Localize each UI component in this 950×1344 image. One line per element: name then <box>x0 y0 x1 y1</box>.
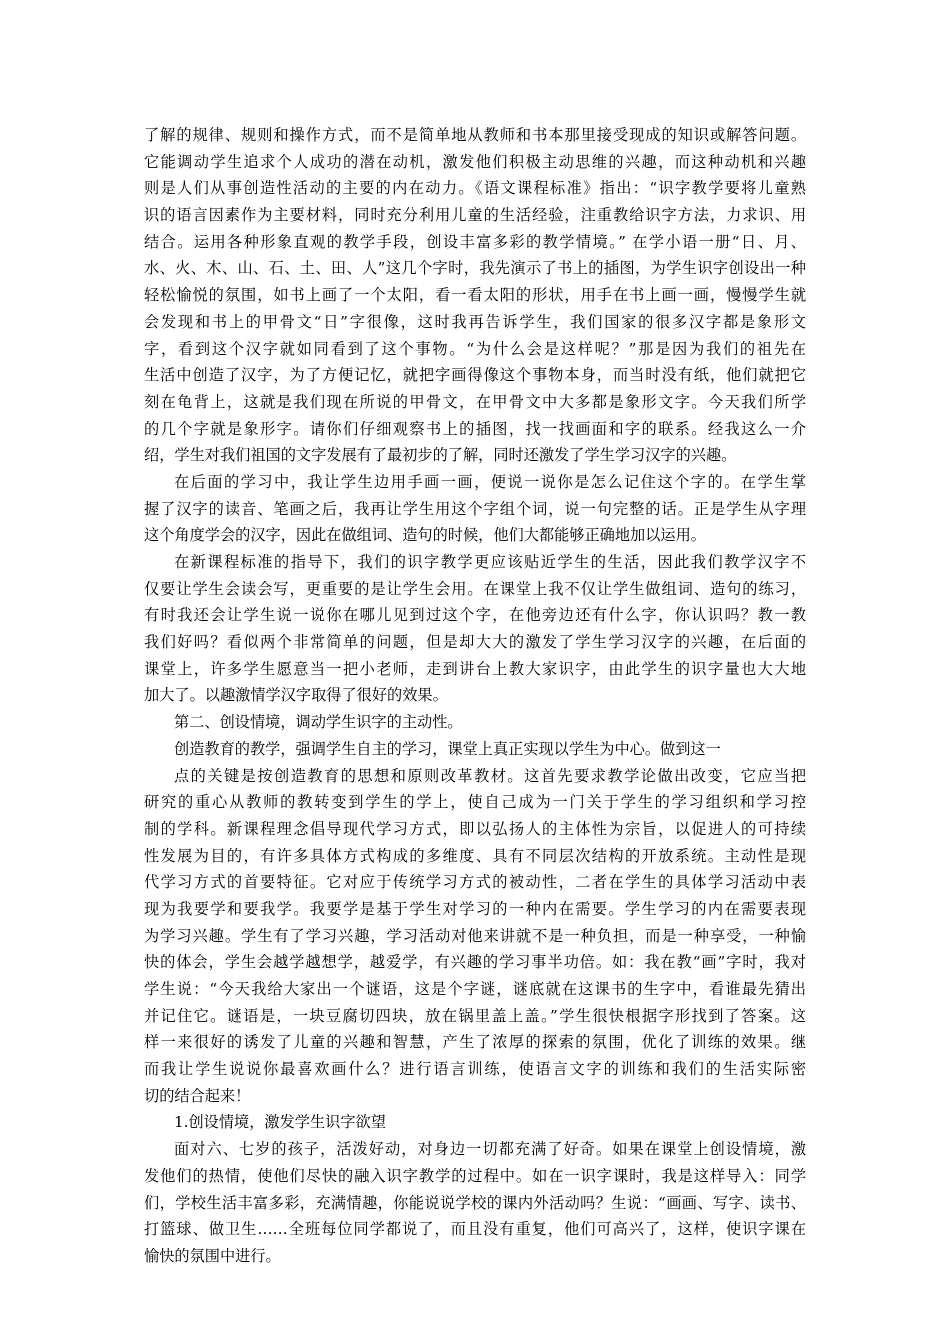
text-line: 性发展为目的，有许多具体方式构成的多维度、具有不同层次结构的开放系统。主动性是现 <box>144 846 806 865</box>
text-line: 们，学校生活丰富多彩，充满情趣，你能说说学校的课内外活动吗？生说：“画画、写字、读书、 <box>144 1193 806 1212</box>
text-line: 会发现和书上的甲骨文“日”字很像，这时我再告诉学生，我们国家的很多汉字都是象形文 <box>144 312 806 331</box>
text-line: 它能调动学生追求个人成功的潜在动机，激发他们积极主动思维的兴趣，而这种动机和兴趣 <box>144 152 806 171</box>
text-line: 课堂上，许多学生愿意当一把小老师，走到讲台上教大家识字，由此学生的识字量也大大地 <box>144 659 806 678</box>
text-line: 研究的重心从教师的教转变到学生的学上，使自己成为一门关于学生的学习组织和学习控 <box>144 793 806 812</box>
text-line: 快的体会，学生会越学越想学，越爱学，有兴趣的学习事半功倍。如：我在教“画”字时，我对 <box>144 953 806 972</box>
text-line: 水、火、木、山、石、土、田、人”这几个字时，我先演示了书上的插图，为学生识字创设出一种 <box>144 259 806 278</box>
text-line: 加大了。以趣激情学汉字取得了很好的效果。 <box>144 686 448 705</box>
text-line: 握了汉字的读音、笔画之后，我再让学生用这个字组个词，说一句完整的话。正是学生从字理 <box>144 499 806 518</box>
text-line: 创造教育的教学，强调学生自主的学习，课堂上真正实现以学生为中心。做到这一 <box>174 739 721 758</box>
text-line: 1.创设情境，激发学生识字欲望 <box>174 1113 386 1132</box>
text-line: 识的语言因素作为主要材料，同时充分利用儿童的生活经验，注重教给识字方法，力求识、用 <box>144 206 806 225</box>
text-line: 愉快的氛围中进行。 <box>144 1246 281 1265</box>
text-line: 生活中创造了汉字，为了方便记忆，就把字画得像这个事物本身，而当时没有纸，他们就把它 <box>144 366 806 385</box>
text-line: 在后面的学习中，我让学生边用手画一画，便说一说你是怎么记住这个字的。在学生掌 <box>174 472 806 491</box>
text-line: 绍，学生对我们祖国的文字发展有了最初步的了解，同时还激发了学生学习汉字的兴趣。 <box>144 446 737 465</box>
text-line: 第二、创设情境，调动学生识字的主动性。 <box>174 713 463 732</box>
text-line: 点的关键是按创造教育的思想和原则改革教材。这首先要求教学论做出改变，它应当把 <box>174 766 806 785</box>
text-line: 代学习方式的首要特征。它对应于传统学习方式的被动性，二者在学生的具体学习活动中表 <box>144 873 806 892</box>
text-line: 我们好吗？看似两个非常简单的问题，但是却大大的激发了学生学习汉字的兴趣，在后面的 <box>144 633 806 652</box>
text-line: 字，看到这个汉字就如同看到了这个事物。“为什么会是这样呢？”那是因为我们的祖先在 <box>144 339 806 358</box>
text-line: 的几个字就是象形字。请你们仔细观察书上的插图，找一找画面和字的联系。经我这么一介 <box>144 419 806 438</box>
text-line: 制的学科。新课程理念倡导现代学习方式，即以弘扬人的主体性为宗旨，以促进人的可持续 <box>144 819 806 838</box>
text-line: 现为我要学和要我学。我要学是基于学生对学习的一种内在需要。学生学习的内在需要表现 <box>144 899 806 918</box>
text-line: 结合。运用各种形象直观的教学手段，创设丰富多彩的教学情境。” 在学小语一册“日、月、 <box>144 232 806 251</box>
text-line: 面对六、七岁的孩子，活泼好动，对身边一切都充满了好奇。如果在课堂上创设情境，激 <box>174 1140 806 1159</box>
text-line: 这个角度学会的汉字，因此在做组词、造句的时候，他们大都能够正确地加以运用。 <box>144 526 706 545</box>
text-line: 仅要让学生会读会写，更重要的是让学生会用。在课堂上我不仅让学生做组词、造句的练习， <box>144 579 806 598</box>
text-line: 发他们的热情，使他们尽快的融入识字教学的过程中。如在一识字课时，我是这样导入：同学 <box>144 1166 806 1185</box>
text-line: 学生说：“今天我给大家出一个谜语，这是个字谜，谜底就在这课书的生字中，看谁最先猜出 <box>144 980 806 998</box>
text-line: 并记住它。谜语是，一块豆腐切四块，放在锅里盖上盖。”学生很快根据字形找到了答案。这 <box>144 1006 806 1025</box>
text-line: 了解的规律、规则和操作方式，而不是简单地从教师和书本那里接受现成的知识或解答问题。 <box>144 126 806 144</box>
text-line: 打篮球、做卫生……全班每位同学都说了，而且没有重复，他们可高兴了，这样，使识字课在 <box>144 1220 806 1239</box>
text-line: 在新课程标准的指导下，我们的识字教学更应该贴近学生的生活，因此我们教学汉字不 <box>174 553 806 571</box>
text-line: 刻在龟背上，这就是我们现在所说的甲骨文，在甲骨文中大多都是象形文字。今天我们所学 <box>144 392 806 411</box>
text-line: 有时我还会让学生说一说你在哪儿见到过这个字，在他旁边还有什么字，你认识吗？教一教 <box>144 606 806 625</box>
text-line: 则是人们从事创造性活动的主要的内在动力。《语文课程标准》指出：“识字教学要将儿童熟 <box>144 179 806 198</box>
text-line: 而我让学生说说你最喜欢画什么？进行语言训练，使语言文字的训练和我们的生活实际密 <box>144 1060 806 1079</box>
text-line: 切的结合起来！ <box>144 1086 251 1105</box>
text-line: 为学习兴趣。学生有了学习兴趣，学习活动对他来讲就不是一种负担，而是一种享受，一种愉 <box>144 926 806 945</box>
document-body <box>144 122 806 1270</box>
text-line: 轻松愉悦的氛围，如书上画了一个太阳，看一看太阳的形状，用手在书上画一画，慢慢学生就 <box>144 286 806 305</box>
text-line: 样一来很好的诱发了儿童的兴趣和智慧，产生了浓厚的探索的氛围，优化了训练的效果。继 <box>144 1033 806 1052</box>
